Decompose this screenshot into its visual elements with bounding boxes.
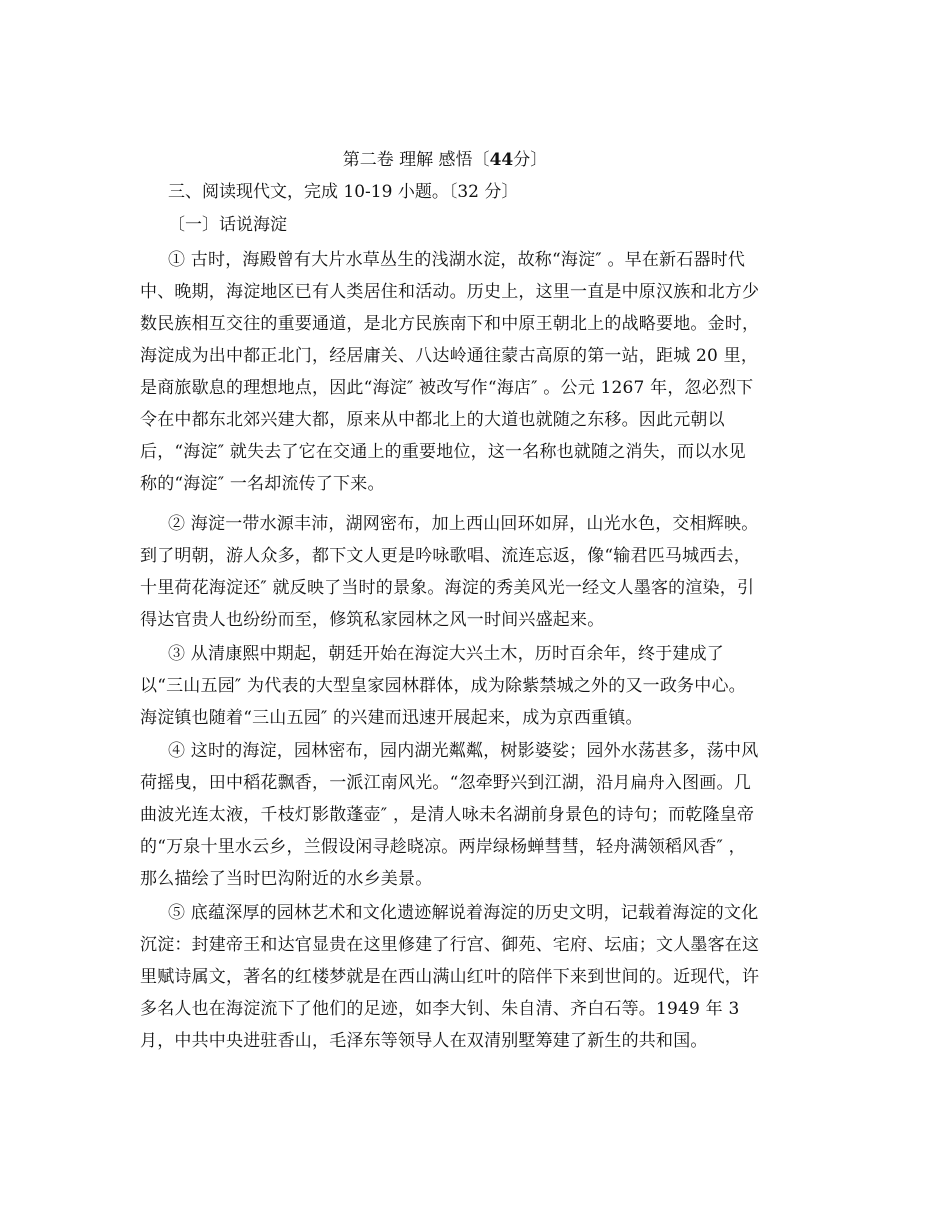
paragraph-line: 海淀镇也随着“三山五园″ 的兴建而迅速开展起来，成为京西重镇。 [140, 708, 643, 728]
paragraph-line: 是商旅歇息的理想地点，因此“海淀″ 被改写作“海店″ 。公元 1267 年，忽必烈下 [140, 378, 754, 398]
paragraph-line: 曲波光连太液，千枝灯影散蓬壶″ ，是清人咏未名湖前身景色的诗句；而乾隆皇帝 [140, 805, 755, 825]
paragraph-line: 后，“海淀″ 就失去了它在交通上的重要地位，这一名称也就随之消失，而以水见 [140, 442, 746, 462]
paragraph-1 [140, 244, 808, 500]
paragraph-line: 海淀成为出中都正北门，经居庸关、八达岭通往蒙古高原的第一站，距城 20 里， [140, 346, 759, 366]
paragraph-line: 令在中都东北郊兴建大都，原来从中都北上的大道也就随之东移。因此元朝以 [140, 410, 725, 430]
paragraph-line: 月，中共中央进驻香山，毛泽东等领导人在双清别墅筹建了新生的共和国。 [140, 1031, 708, 1051]
paragraph-line: ① 古时，海殿曾有大片水草丛生的浅湖水淀，故称“海淀″ 。早在新石器时代 [168, 250, 746, 270]
paragraph-line: ④ 这时的海淀，园林密布，园内湖光粼粼，树影婆娑；园外水荡甚多，荡中风 [168, 741, 759, 761]
paragraph-line: 到了明朝，游人众多，都下文人更是吟咏歌唱、流连忘返，像“输君匹马城西去， [140, 546, 751, 566]
section-title-suffix: 分〕 [513, 150, 548, 170]
paragraph-line: 数民族相互交往的重要通道，是北方民族南下和中原王朝北上的战略要地。金时， [140, 314, 760, 334]
paragraph-line: 以“三山五园″ 为代表的大型皇家园林群体，成为除紫禁城之外的又一政务中心。 [140, 676, 746, 696]
paragraph-5 [140, 897, 808, 1057]
paragraph-4 [140, 735, 808, 895]
paragraph-line: 沉淀：封建帝王和达官显贵在这里修建了行宫、御苑、宅府、坛庙；文人墨客在这 [140, 935, 760, 955]
section-title-score: 44 [489, 150, 514, 170]
paragraph-line: 得达官贵人也纷纷而至，修筑私家园林之风一时间兴盛起来。 [140, 610, 605, 630]
paragraph-line: 荷摇曳，田中稻花飘香，一派江南风光。“忽牵野兴到江湖，沿月扁舟入图画。几 [140, 773, 751, 793]
paragraph-line: 里赋诗属文，著名的红楼梦就是在西山满山红叶的陪伴下来到世间的。近现代，许 [140, 967, 760, 987]
section-title-prefix: 第二卷 理解 感悟〔 [342, 150, 490, 170]
paragraph-line: 中、晚期，海淀地区已有人类居住和活动。历史上，这里一直是中原汉族和北方少 [140, 282, 760, 302]
paragraph-line: ③ 从清康熙中期起，朝廷开始在海淀大兴土木，历时百余年，终于建成了 [168, 644, 725, 664]
paragraph-line: 多名人也在海淀流下了他们的足迹，如李大钊、朱自清、齐白石等。1949 年 3 [140, 999, 740, 1019]
question-heading: 三、阅读现代文，完成 10-19 小题。〔32 分〕 [168, 182, 519, 202]
paragraph-line: 十里荷花海淀还″ 就反映了当时的景象。海淀的秀美风光一经文人墨客的渲染，引 [140, 578, 755, 598]
paragraph-line: ⑤ 底蕴深厚的园林艺术和文化遗迹解说着海淀的历史文明，记载着海淀的文化 [168, 903, 759, 923]
paragraph-line: 那么描绘了当时巴沟附近的水乡美景。 [140, 869, 433, 889]
section-title [0, 148, 890, 172]
paragraph-line: 的“万泉十里水云乡，兰假设闲寻趁晓凉。两岸绿杨蝉彗彗，轻舟满领稻风香″ ， [140, 837, 746, 857]
paragraph-line: ② 海淀一带水源丰沛，湖网密布，加上西山回环如屏，山光水色，交相辉映。 [168, 514, 759, 534]
paragraph-3 [140, 638, 808, 734]
paragraph-line: 称的“海淀″ 一名却流传了下来。 [140, 474, 385, 494]
paragraph-2 [140, 508, 808, 636]
passage-title: 〔一〕话说海淀 [168, 215, 287, 235]
